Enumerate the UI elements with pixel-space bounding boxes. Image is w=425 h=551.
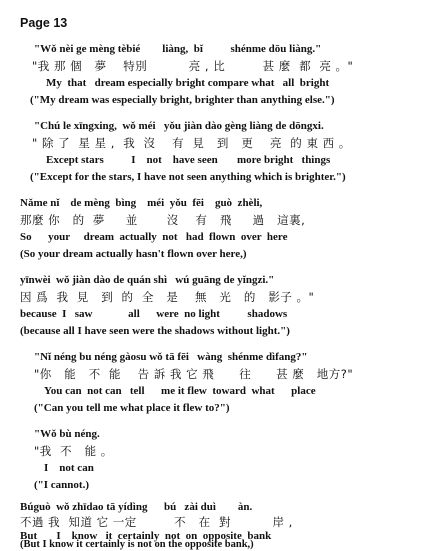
gloss-line: because I saw all were no light shadows: [20, 308, 288, 320]
hanzi-line: "我 不 能 。: [34, 444, 113, 458]
hanzi-line: " 除 了 星 星 , 我 沒 有 見 到 更 亮 的 東 西 。: [32, 136, 351, 150]
gloss-line: But I know it certainly not on opposite bank: [20, 530, 272, 542]
translation-line: ("My dream was especially bright, brighter than anything else."): [30, 94, 335, 106]
translation-line: ("I cannot.): [34, 479, 89, 491]
pinyin-line: "Chú le xīngxing, wǒ méi yǒu jiàn dào gèng liàng de dōngxi.: [34, 120, 324, 132]
pinyin-line: Búguò wǒ zhīdao tā yídìng bú zài duì àn.: [20, 501, 253, 513]
gloss-line: My that dream especially bright compare what all bright: [46, 77, 330, 89]
hanzi-line: "你 能 不 能 告 訴 我 它 飛 往 甚 麼 地方?": [34, 367, 354, 381]
page-number: Page 13: [20, 16, 68, 30]
hanzi-line: 那麼 你 的 夢 並 沒 有 飛 過 這裏,: [20, 213, 306, 227]
hanzi-line: 因 爲 我 見 到 的 全 是 無 光 的 影子 。": [20, 290, 315, 304]
hanzi-line: 不過 我 知道 它 一定 不 在 對 岸 ,: [20, 515, 293, 529]
pinyin-line: Nǎme nǐ de mèng bìng méi yǒu fēi guò zhèli,: [20, 197, 263, 209]
translation-line: ("Except for the stars, I have not seen anything which is brighter."): [30, 171, 346, 183]
gloss-line: Except stars I not have seen more bright things: [46, 154, 331, 166]
translation-line: ("Can you tell me what place it flew to?"): [34, 402, 230, 414]
pinyin-line: "Wǒ nèi ge mèng tèbié liàng, bǐ shénme dōu liàng.": [34, 43, 322, 55]
translation-line: (So your dream actually hasn't flown over here,): [20, 248, 247, 260]
pinyin-line: "Nǐ néng bu néng gàosu wǒ tā fēi wàng shénme dìfang?": [34, 351, 308, 363]
hanzi-line: "我 那 個 夢 特別 亮 , 比 甚 麼 都 亮 。": [32, 59, 354, 73]
gloss-line: So your dream actually not had flown over here: [20, 231, 288, 243]
pinyin-line: yīnwèi wǒ jiàn dào de quán shì wú guāng de yǐngzi.": [20, 274, 275, 286]
gloss-line: You can not can tell me it flew toward what place: [44, 385, 316, 397]
translation-line: (because all I have seen were the shadows without light."): [20, 325, 290, 337]
gloss-line: I not can: [44, 462, 94, 474]
translation-line: (But I know it certainly is not on the opposite bank,): [20, 539, 254, 550]
pinyin-line: "Wǒ bù néng.: [34, 428, 100, 440]
